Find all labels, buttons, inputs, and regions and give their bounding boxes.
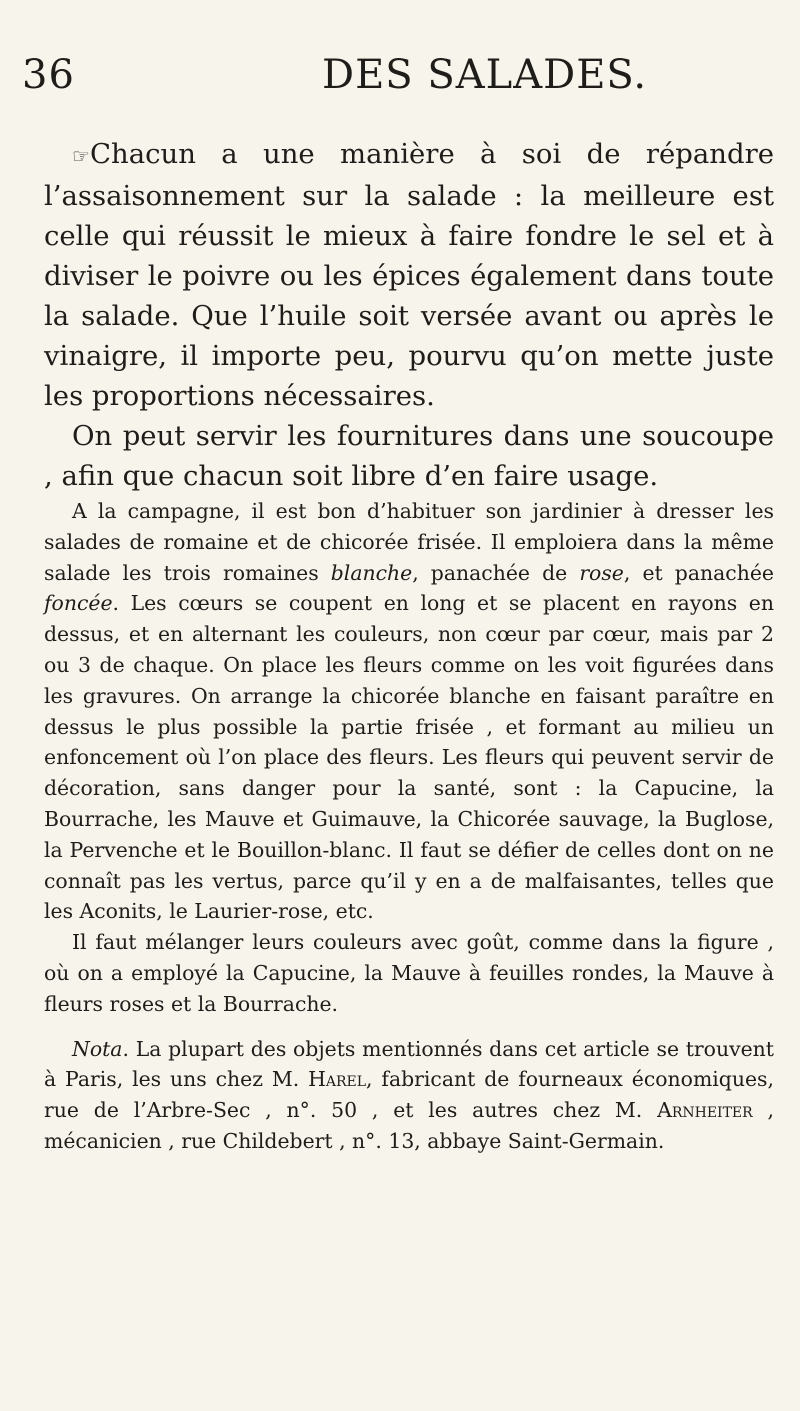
paragraph-countryside [44, 496, 774, 927]
page-header [22, 52, 760, 102]
paragraph-gap [44, 1020, 774, 1034]
paragraph-text: Il faut mélanger leurs couleurs avec goût, comme dans la figure , où on a employé la Capucine, la Mauve à feuilles rondes, la Mauve à fleurs roses et la Bourrache. [44, 930, 774, 1016]
text-run: , et panachée [623, 560, 774, 585]
text-run: , fabricant de fourneaux économiques, rue de l’Arbre-Sec , n°. 50 , et les autres chez M. [44, 1067, 774, 1123]
text-run: A la campagne, il est bon d’habituer son jardinier à dresser les salades de romaine et de chicorée frisée. Il emploiera dans la même salade les trois romaines [44, 499, 774, 585]
pointing-hand-icon: ☞ [72, 144, 90, 168]
page-body [44, 134, 774, 1157]
paragraph-text: On peut servir les fournitures dans une soucoupe , afin que chacun soit libre d’en faire usage. [44, 420, 774, 492]
italic-run: rose [579, 560, 624, 585]
paragraph-seasoning [44, 134, 774, 416]
page-number: 36 [22, 52, 75, 98]
paragraph-text: Chacun a une manière à soi de répandre l’assaisonnement sur la salade : la meilleure est celle qui réussit le mieux à faire fondre le sel et à diviser le poivre ou les épices également dans toute la salade. Que l’huile soit versée avant ou après le vinaigre, il importe peu, pourvu qu’on mette juste les proportions nécessaires. [44, 138, 774, 412]
nota-label: Nota [72, 1036, 123, 1061]
text-run: . La plupart des objets mentionnés dans cet article se trouvent à Paris, les uns chez M. [44, 1036, 774, 1092]
paragraph-colors [44, 927, 774, 1019]
text-run: , mécanicien , rue Childebert , n°. 13, abbaye Saint-Germain. [44, 1098, 774, 1153]
name-harel: Harel [308, 1067, 367, 1092]
italic-run: foncée [44, 591, 113, 616]
text-run: . Les cœurs se coupent en long et se placent en rayons en dessus, et en alternant les couleurs, non cœur par cœur, mais par 2 ou 3 de chaque. On place les fleurs comme on les voit figurées dans les gravures. On arrange la chicorée blanche en faisant paraître en dessus le plus possible la partie frisée , et formant au milieu un enfoncement où l’on place des fleurs. Les fleurs qui peuvent servir de décoration, sans danger pour la santé, sont : la Capucine, la Bourrache, les Mauve et Guimauve, la Chicorée sauvage, la Buglose, la Pervenche et le Bouillon-blanc. Il faut se défier de celles dont on ne connaît pas les vertus, parce qu’il y en a de malfaisantes, telles que les Aconits, le Laurier-rose, etc. [44, 591, 774, 924]
paragraph-nota [44, 1034, 774, 1157]
name-arnheiter: Arnheiter [657, 1098, 753, 1123]
text-run: , panachée de [412, 560, 580, 585]
running-title: DES SALADES. [322, 52, 648, 98]
italic-run: blanche [330, 560, 413, 585]
paragraph-serving [44, 416, 774, 496]
